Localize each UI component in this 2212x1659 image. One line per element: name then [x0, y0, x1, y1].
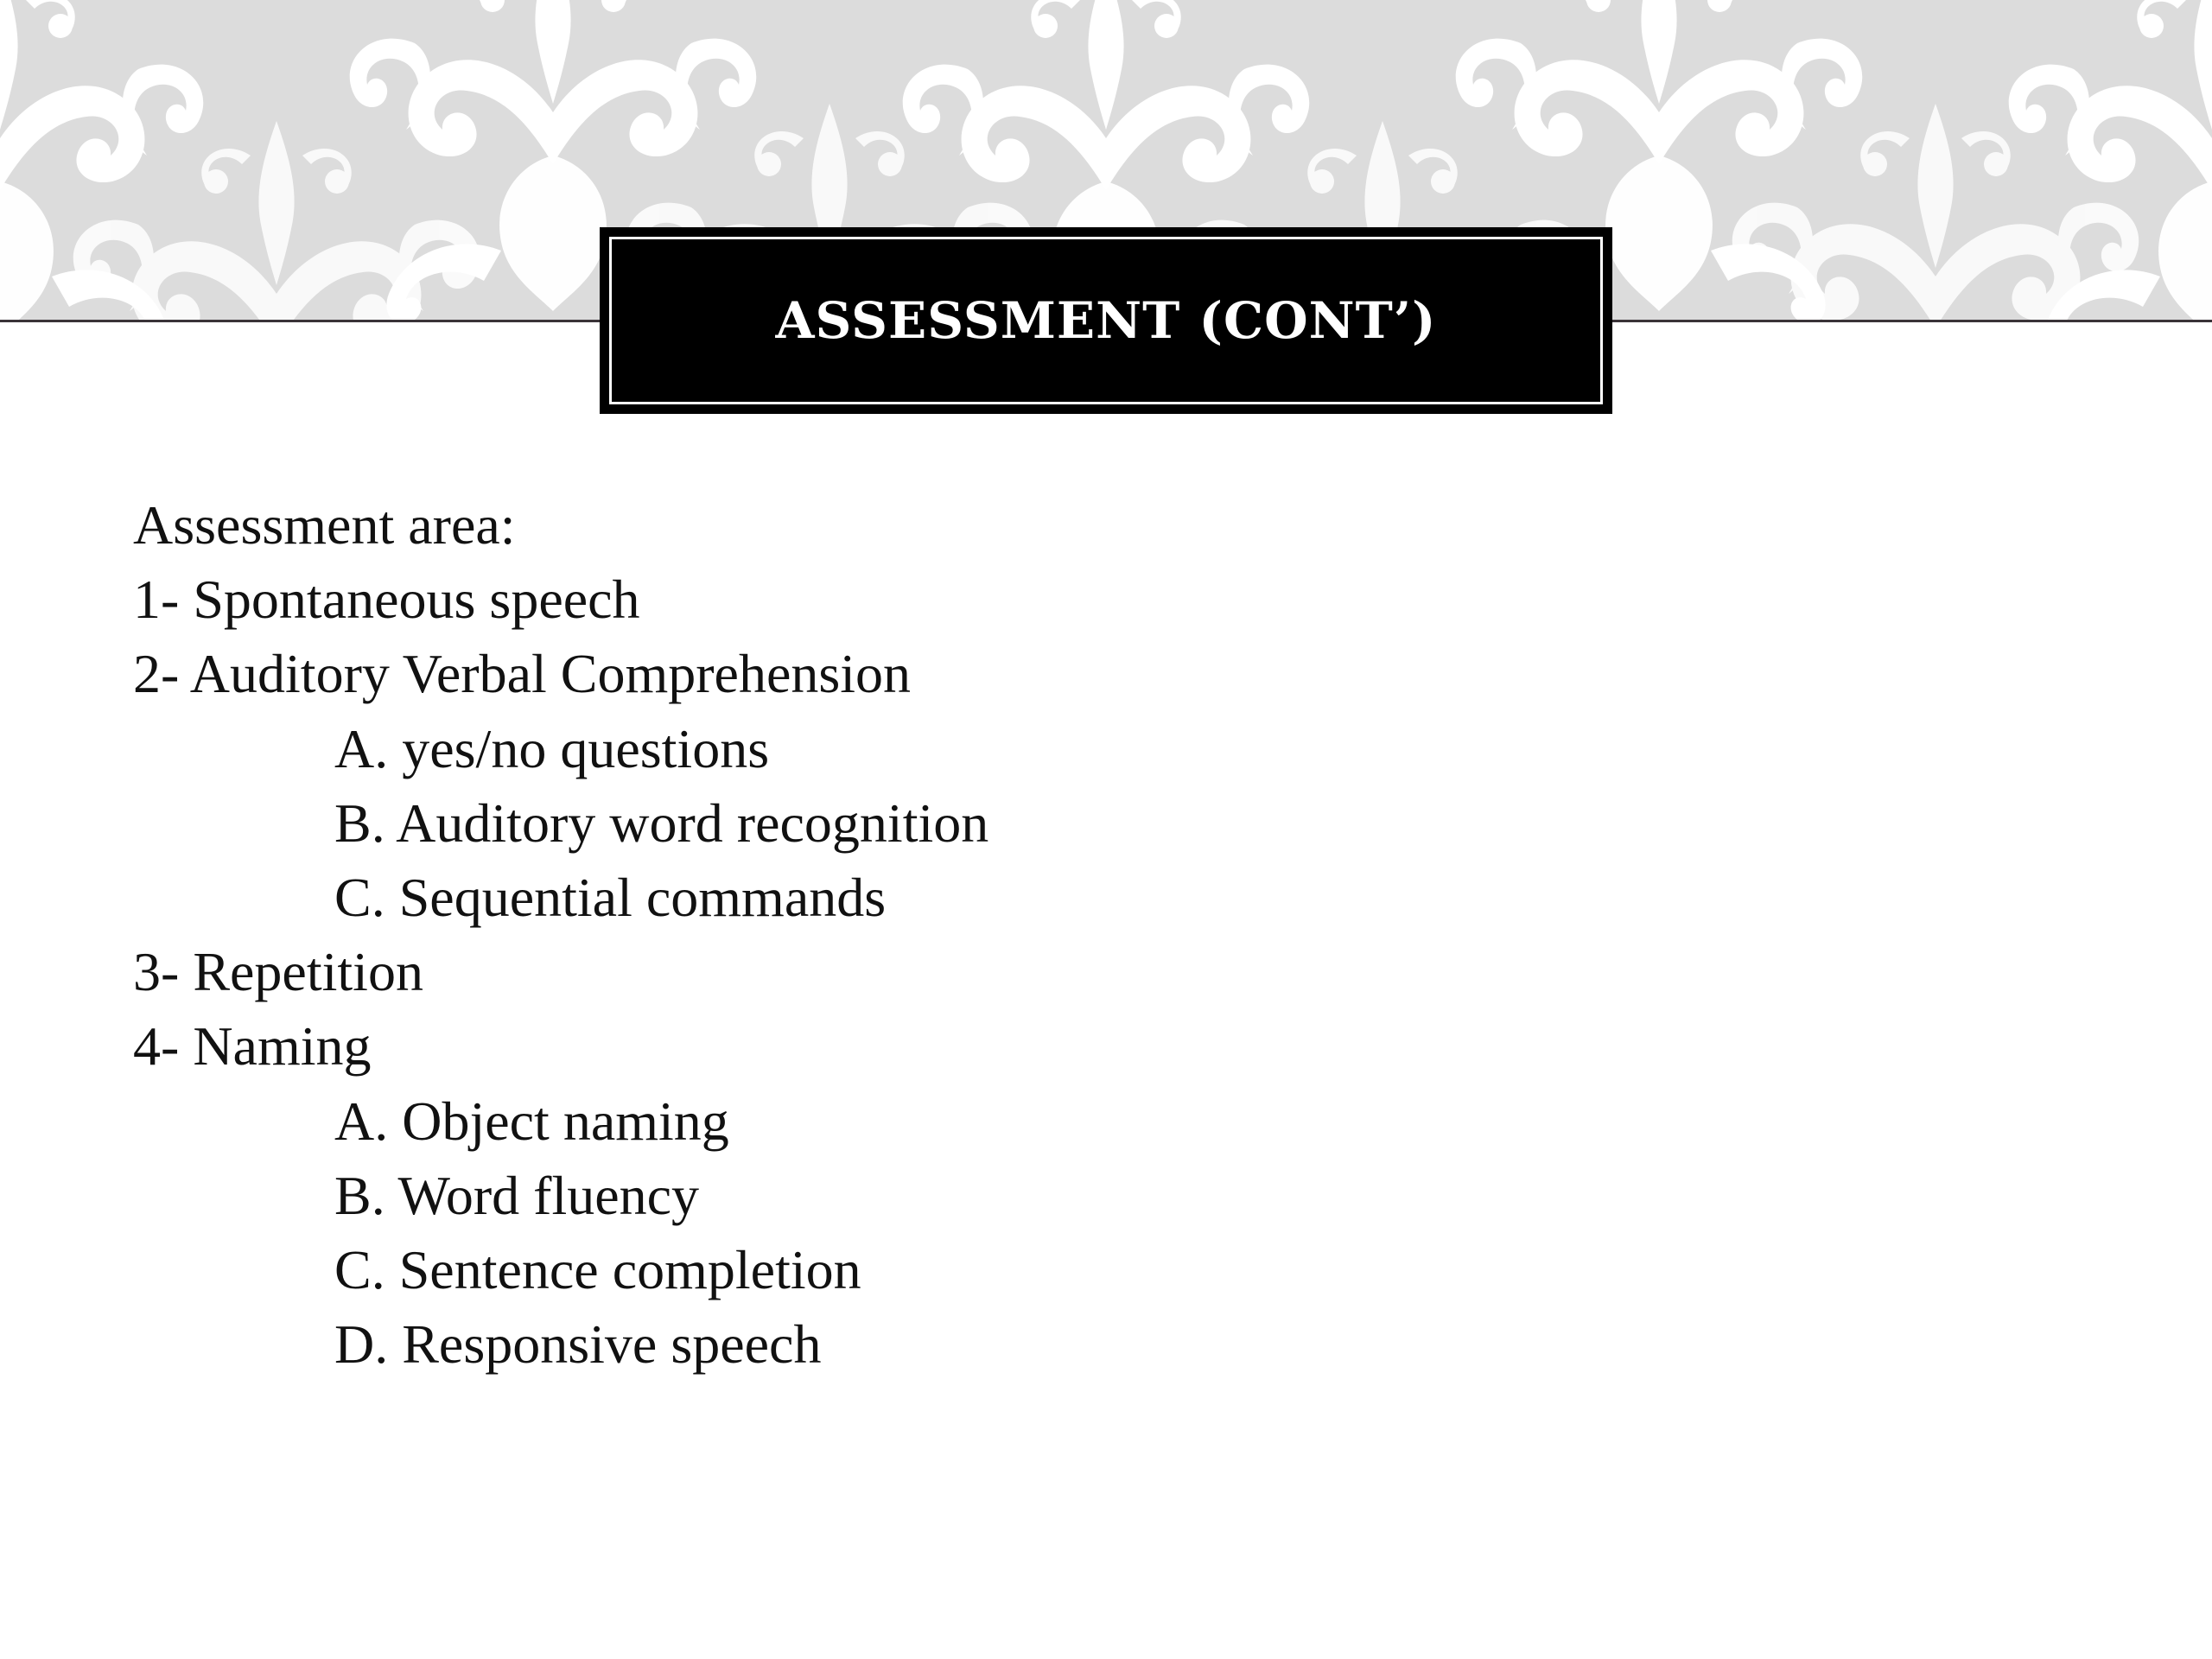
- body-line-8: A. Object naming: [334, 1090, 729, 1152]
- body-line-10: C. Sentence completion: [334, 1238, 861, 1300]
- body-line-11: D. Responsive speech: [334, 1313, 822, 1376]
- body-line-4: B. Auditory word recognition: [334, 791, 989, 854]
- body-line-5: C. Sequential commands: [334, 866, 887, 928]
- body-line-9: B. Word fluency: [334, 1164, 700, 1226]
- body-line-3: A. yes/no questions: [334, 717, 770, 779]
- slide-title: ASSESSMENT (CONT’): [775, 291, 1437, 350]
- body-line-6: 3- Repetition: [133, 941, 423, 1003]
- body-line-2: 2- Auditory Verbal Comprehension: [133, 643, 912, 705]
- body-line-0: Assessment area:: [133, 494, 516, 556]
- body-line-1: 1- Spontaneous speech: [133, 569, 640, 631]
- slide-body: [133, 488, 2034, 1382]
- title-box-inner-border: [609, 237, 1603, 404]
- body-line-7: 4- Naming: [133, 1015, 372, 1077]
- title-box: [600, 227, 1612, 414]
